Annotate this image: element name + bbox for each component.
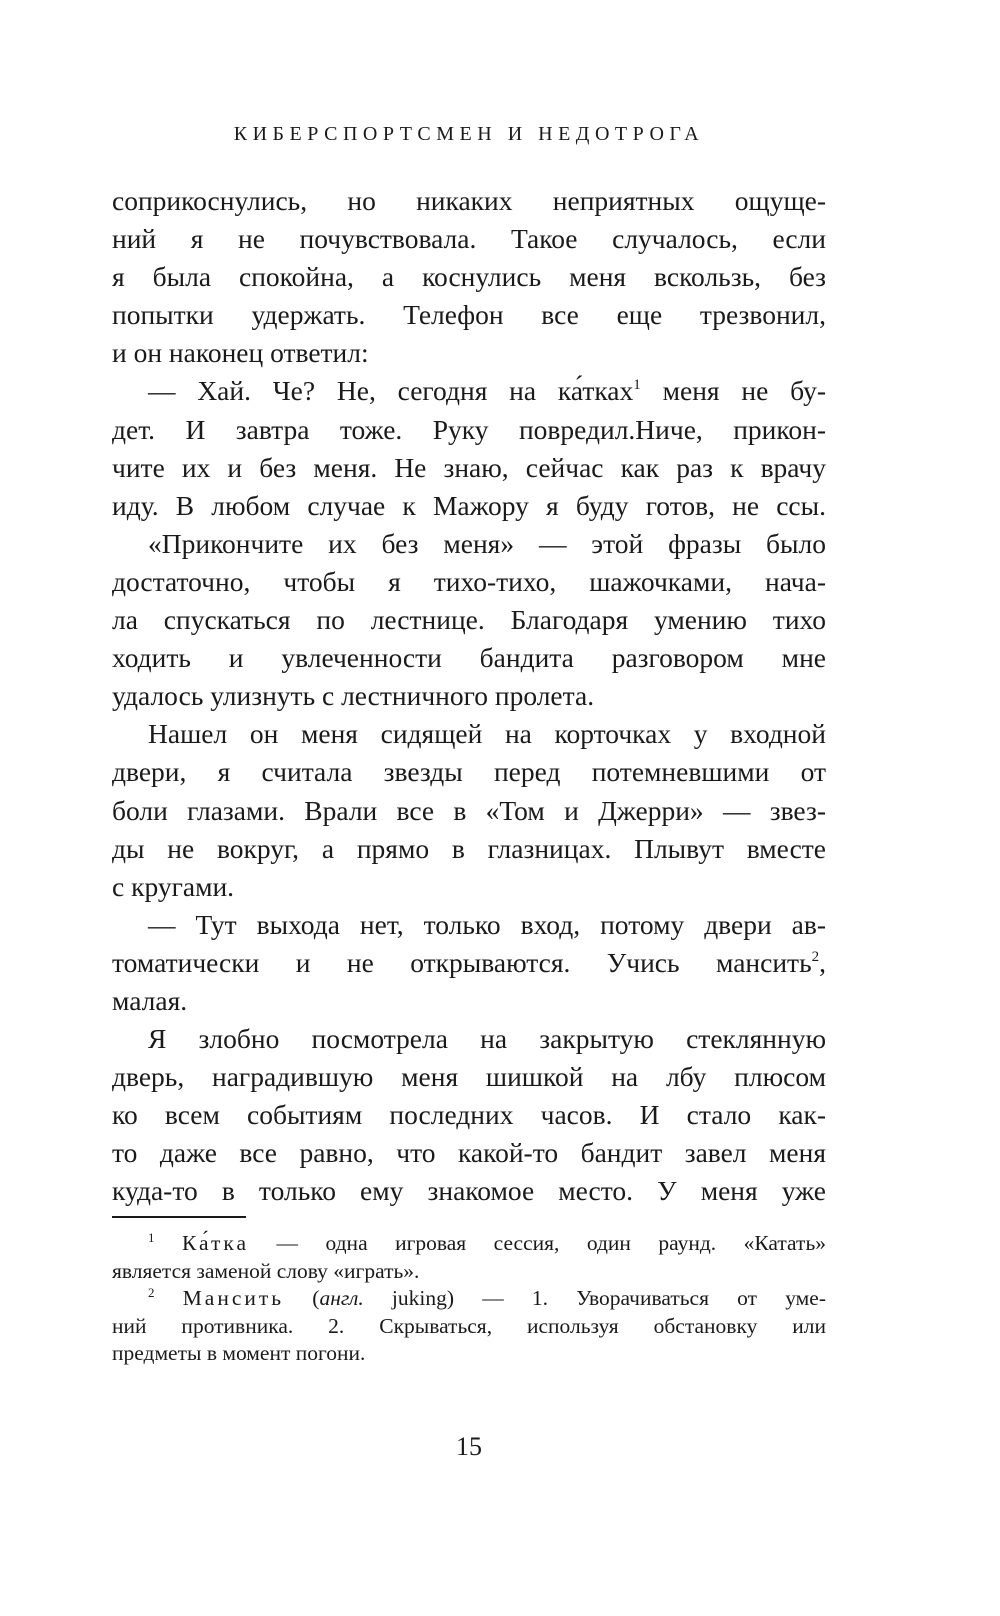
footnote-text: является заменой слову «играть».: [112, 1258, 420, 1283]
footnote-text: juking) — 1. Уворачиваться от уме-: [363, 1286, 826, 1310]
text-fragment: меня не бу-: [640, 375, 826, 407]
text-line: малая.: [112, 984, 188, 1016]
text-line: и он наконец ответил:: [112, 337, 369, 369]
text-line: достаточно, чтобы я тихо-тихо, шажочками, нача-: [112, 565, 826, 597]
footnote-marker: 2: [148, 1285, 155, 1300]
text-line: [112, 944, 826, 982]
body-text: [112, 182, 826, 1211]
footnote-ref: 2: [811, 948, 820, 965]
footnote-1: [112, 1230, 826, 1258]
book-page: [112, 0, 826, 1616]
text-line: ла спускаться по лестнице. Благодаря умению тихо: [112, 604, 826, 636]
text-line: удалось улизнуть с лестничного пролета.: [112, 680, 595, 712]
text-line: чите их и без меня. Не знаю, сейчас как раз к врачу: [112, 451, 826, 483]
text-line: — Тут выхода нет, только вход, потому двери ав-: [148, 908, 826, 940]
text-fragment: ,: [819, 946, 826, 978]
text-line: то даже все равно, что какой-то бандит завел меня: [112, 1137, 826, 1169]
footnote-divider: [112, 1216, 246, 1218]
text-line: «Прикончите их без меня» — этой фразы было: [148, 527, 826, 559]
text-line: [112, 372, 826, 410]
text-line: Нашел он меня сидящей на корточках у входной: [148, 718, 826, 750]
running-head: КИБЕРСПОРТСМЕН И НЕДОТРОГА: [233, 123, 705, 145]
text-line: ко всем событиям последних часов. И стало как-: [112, 1099, 826, 1131]
text-line: двери, я считала звезды перед потемневшими от: [112, 756, 826, 788]
footnote-term: Ка́тка: [181, 1231, 250, 1255]
footnote-term: Мансить: [182, 1286, 285, 1310]
text-line: куда-то в только ему знакомое место. У меня уже: [112, 1175, 826, 1207]
text-line: с кругами.: [112, 870, 235, 902]
text-line: ний я не почувствовала. Такое случалось, если: [112, 223, 826, 255]
text-line: я была спокойна, а коснулись меня вскользь, без: [112, 261, 826, 293]
footnote-text: ний противника. 2. Скрываться, используя обстановку или: [112, 1313, 826, 1338]
footnote-2: [112, 1285, 826, 1313]
text-line: иду. В любом случае к Мажору я буду готов, не ссы.: [112, 489, 826, 521]
text-line: соприкоснулись, но никаких неприятных ощуще-: [112, 185, 826, 216]
footnote-language: англ.: [319, 1286, 364, 1310]
text-line: ходить и увлеченности бандита разговором мне: [112, 642, 826, 674]
footnote-text: — одна игровая сессия, один раунд. «Катать»: [249, 1231, 826, 1255]
text-line: боли глазами. Врали все в «Том и Джерри» — звез-: [112, 794, 826, 826]
footnote-text: (: [284, 1286, 320, 1310]
text-line: Я злобно посмотрела на закрытую стеклянную: [148, 1023, 826, 1055]
footnote-ref: 1: [633, 377, 641, 394]
footnote-text: предметы в момент погони.: [112, 1341, 366, 1365]
page-number: 15: [456, 1432, 482, 1461]
text-fragment: томатически и не открываются. Учись мансить: [112, 946, 812, 978]
text-line: ды не вокруг, а прямо в глазницах. Плывут вместе: [112, 832, 826, 864]
text-line: попытки удержать. Телефон все еще трезвонил,: [112, 299, 826, 331]
footnotes: [112, 1230, 826, 1368]
text-fragment: — Хай. Че? Не, сегодня на ка́тках: [148, 375, 634, 407]
text-line: дет. И завтра тоже. Руку повредил.Ниче, прикон-: [112, 413, 826, 445]
footnote-marker: 1: [148, 1230, 155, 1245]
text-line: дверь, наградившую меня шишкой на лбу плюсом: [112, 1061, 826, 1093]
